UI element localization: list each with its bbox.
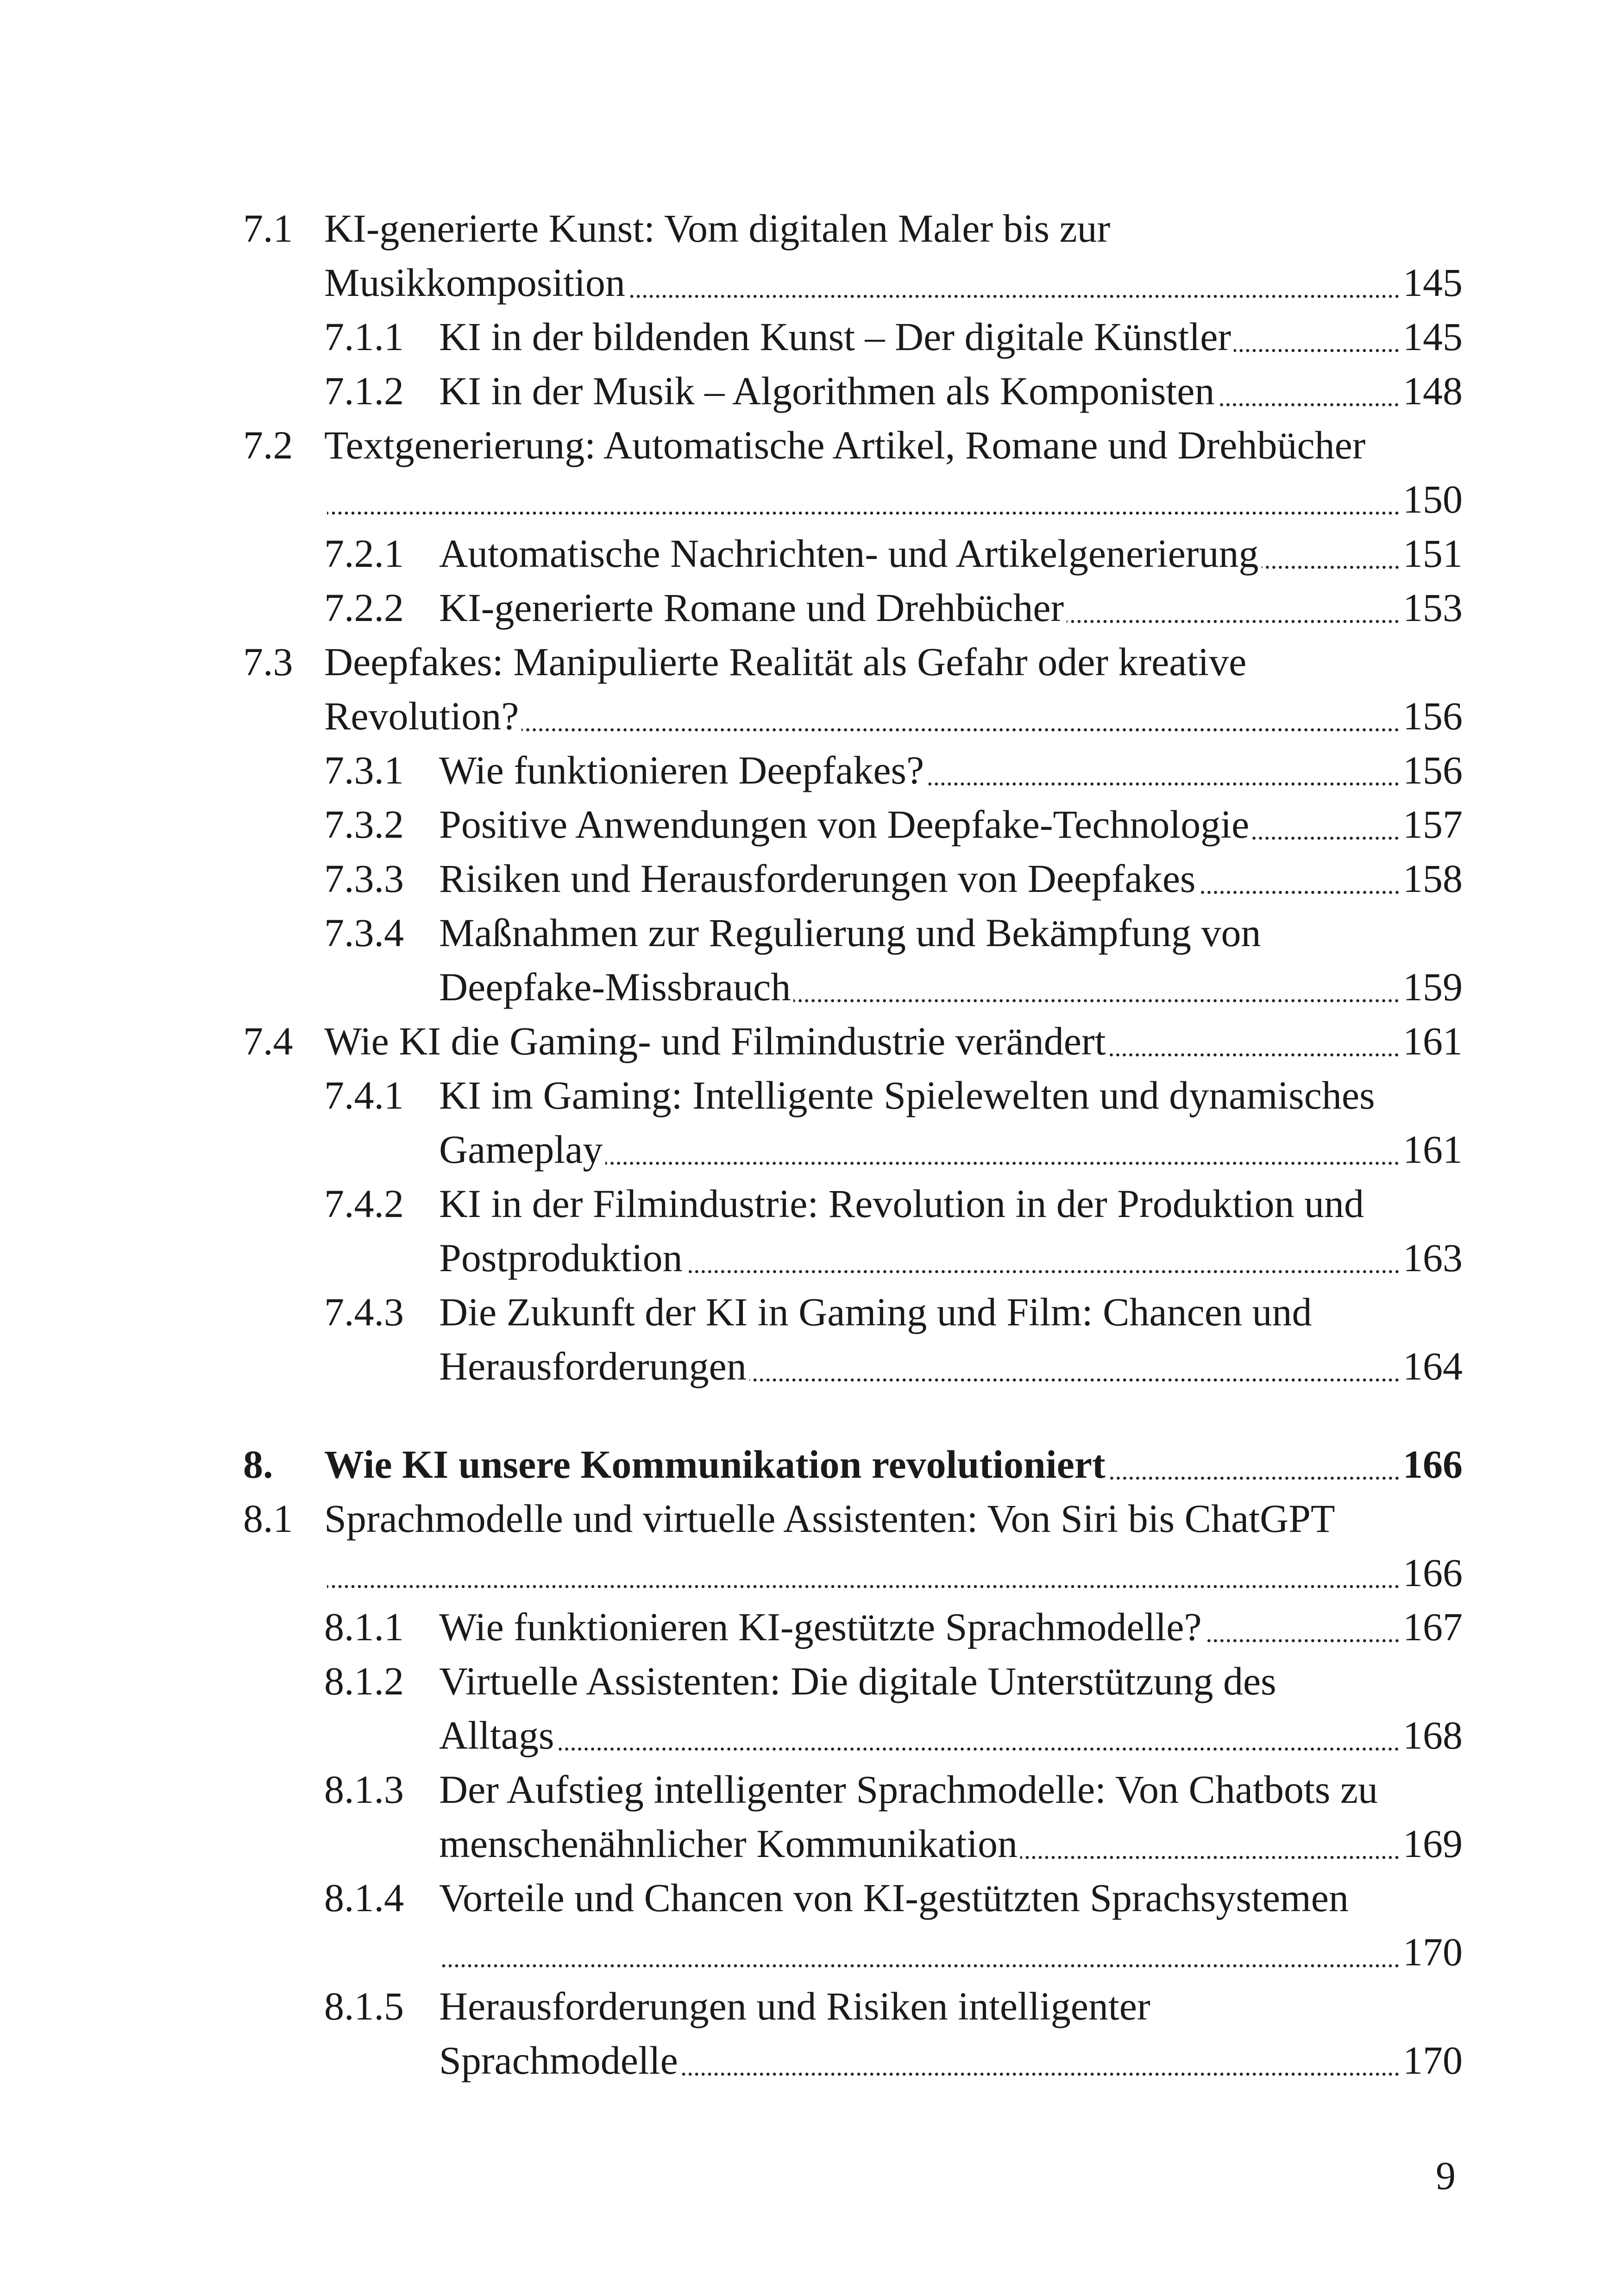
toc-entry-title: Deepfakes: Manipulierte Realität als Gefahr oder kreative [324, 640, 1247, 684]
toc-entry-page: 157 [1403, 802, 1463, 847]
toc-entry-title: Postproduktion [439, 1236, 683, 1280]
dot-leader [927, 782, 1400, 786]
toc-entry[interactable] [243, 1285, 1463, 1393]
toc-entry-number: 7.4.1 [324, 1073, 404, 1117]
toc-entry-title: Alltags [439, 1713, 554, 1757]
toc-entry-page: 166 [1403, 1550, 1463, 1595]
toc-entry-title: Sprachmodelle und virtuelle Assistenten: Von Siri bis ChatGPT [324, 1496, 1335, 1541]
toc-entry-page: 164 [1403, 1344, 1463, 1388]
toc-entry-page: 163 [1403, 1236, 1463, 1280]
dot-leader [557, 1747, 1400, 1751]
table-of-contents [243, 201, 1463, 2088]
toc-entry[interactable] [243, 1177, 1463, 1285]
toc-entry-number: 7.3.3 [324, 856, 404, 901]
toc-entry-page: 151 [1403, 531, 1463, 576]
dot-leader [442, 1964, 1400, 1968]
toc-entry-title: Textgenerierung: Automatische Artikel, Romane und Drehbücher [324, 423, 1366, 467]
toc-entry[interactable] [243, 1492, 1463, 1600]
toc-entry[interactable] [243, 1068, 1463, 1177]
toc-entry-number: 8. [243, 1442, 273, 1487]
toc-entry-page: 153 [1403, 585, 1463, 630]
dot-leader [1252, 836, 1400, 841]
toc-entry-title: Risiken und Herausforderungen von Deepfakes [439, 856, 1196, 901]
dot-leader [681, 2072, 1400, 2076]
toc-entry-number: 7.3.2 [324, 802, 404, 847]
toc-entry-number: 7.3 [243, 640, 293, 684]
dot-leader [1205, 1638, 1400, 1643]
dot-leader [1199, 890, 1401, 895]
toc-entry-title: Sprachmodelle [439, 2038, 678, 2083]
toc-entry-title: Virtuelle Assistenten: Die digitale Unterstützung des [439, 1659, 1276, 1703]
toc-entry-number: 7.2 [243, 423, 293, 467]
toc-entry-title: KI in der Filmindustrie: Revolution in der Produktion und [439, 1181, 1364, 1226]
toc-entry-page: 170 [1403, 2038, 1463, 2083]
toc-entry-number: 8.1.3 [324, 1767, 404, 1812]
toc-entry-number: 7.1.2 [324, 369, 404, 413]
toc-entry[interactable] [243, 1600, 1463, 1654]
toc-entry-number: 8.1.2 [324, 1659, 404, 1703]
toc-entry-number: 7.2.1 [324, 531, 404, 576]
toc-entry-title: Musikkomposition [324, 260, 625, 305]
toc-entry-title: Herausforderungen und Risiken intelligenter [439, 1984, 1150, 2028]
toc-entry[interactable] [243, 1437, 1463, 1492]
toc-entry-number: 7.3.1 [324, 748, 404, 792]
toc-entry[interactable] [243, 906, 1463, 1014]
toc-entry-title: KI in der bildenden Kunst – Der digitale Künstler [439, 314, 1231, 359]
toc-entry-number: 7.1.1 [324, 314, 404, 359]
toc-entry-page: 170 [1403, 1930, 1463, 1974]
dot-leader [1067, 619, 1400, 624]
toc-entry-page: 166 [1403, 1442, 1463, 1487]
toc-entry-title: KI-generierte Kunst: Vom digitalen Maler bis zur [324, 206, 1111, 251]
toc-entry-number: 8.1.5 [324, 1984, 404, 2028]
toc-entry-page: 148 [1403, 369, 1463, 413]
toc-entry[interactable] [243, 1654, 1463, 1763]
toc-entry[interactable] [243, 418, 1463, 527]
toc-entry-page: 145 [1403, 260, 1463, 305]
toc-entry[interactable] [243, 1871, 1463, 1979]
dot-leader [327, 511, 1400, 515]
toc-entry-title: KI in der Musik – Algorithmen als Komponisten [439, 369, 1215, 413]
toc-entry-title: Die Zukunft der KI in Gaming und Film: Chancen und [439, 1290, 1312, 1334]
toc-entry-page: 161 [1403, 1019, 1463, 1063]
toc-entry-number: 8.1 [243, 1496, 293, 1541]
dot-leader [749, 1378, 1400, 1382]
toc-entry-number: 7.1 [243, 206, 293, 251]
page-number: 9 [1436, 2153, 1456, 2198]
dot-leader [1020, 1855, 1400, 1860]
dot-leader [685, 1269, 1400, 1274]
dot-leader [1108, 1476, 1400, 1480]
toc-entry-page: 156 [1403, 694, 1463, 738]
toc-entry[interactable] [243, 1979, 1463, 2088]
toc-entry-page: 156 [1403, 748, 1463, 792]
toc-entry[interactable] [243, 743, 1463, 797]
toc-entry[interactable] [243, 201, 1463, 310]
toc-entry[interactable] [243, 527, 1463, 581]
toc-entry-page: 159 [1403, 965, 1463, 1009]
toc-entry-number: 7.2.2 [324, 585, 404, 630]
toc-entry-number: 7.3.4 [324, 910, 404, 955]
toc-entry[interactable] [243, 797, 1463, 852]
dot-leader [521, 728, 1400, 732]
toc-entry[interactable] [243, 1763, 1463, 1871]
dot-leader [1262, 565, 1400, 570]
toc-entry-title: Wie KI unsere Kommunikation revolutioniert [324, 1442, 1106, 1487]
dot-leader [605, 1161, 1400, 1166]
toc-entry-title: Wie funktionieren Deepfakes? [439, 748, 924, 792]
toc-entry-number: 7.4.2 [324, 1181, 404, 1226]
toc-entry[interactable] [243, 635, 1463, 743]
toc-entry-title: Der Aufstieg intelligenter Sprachmodelle: Von Chatbots zu [439, 1767, 1378, 1812]
dot-leader [327, 1584, 1400, 1589]
dot-leader [1234, 348, 1400, 353]
toc-entry[interactable] [243, 310, 1463, 364]
toc-entry[interactable] [243, 581, 1463, 635]
toc-entry-title: Positive Anwendungen von Deepfake-Technologie [439, 802, 1250, 847]
toc-entry-title: KI im Gaming: Intelligente Spielewelten und dynamisches [439, 1073, 1375, 1117]
toc-entry-title: Maßnahmen zur Regulierung und Bekämpfung von [439, 910, 1261, 955]
toc-entry-page: 167 [1403, 1605, 1463, 1649]
toc-entry-page: 145 [1403, 314, 1463, 359]
toc-entry-page: 158 [1403, 856, 1463, 901]
toc-entry-page: 150 [1403, 477, 1463, 521]
toc-entry-title: Gameplay [439, 1127, 603, 1172]
toc-entry-title: Automatische Nachrichten- und Artikelgenerierung [439, 531, 1259, 576]
toc-entry[interactable] [243, 852, 1463, 906]
toc-entry-number: 8.1.4 [324, 1876, 404, 1920]
toc-entry-number: 7.4 [243, 1019, 293, 1063]
toc-entry[interactable] [243, 364, 1463, 418]
dot-leader [1217, 402, 1400, 407]
toc-entry-title: Wie funktionieren KI-gestützte Sprachmodelle? [439, 1605, 1202, 1649]
dot-leader [628, 294, 1400, 299]
toc-entry-page: 169 [1403, 1821, 1463, 1866]
toc-entry[interactable] [243, 1014, 1463, 1068]
toc-entry-title: menschenähnlicher Kommunikation [439, 1821, 1018, 1866]
toc-entry-title: Herausforderungen [439, 1344, 747, 1388]
toc-entry-title: KI-generierte Romane und Drehbücher [439, 585, 1064, 630]
toc-entry-page: 168 [1403, 1713, 1463, 1757]
toc-entry-title: Revolution? [324, 694, 519, 738]
toc-entry-title: Deepfake-Missbrauch [439, 965, 791, 1009]
toc-entry-title: Wie KI die Gaming- und Filmindustrie verändert [324, 1019, 1106, 1063]
toc-entry-page: 161 [1403, 1127, 1463, 1172]
dot-leader [1108, 1053, 1400, 1057]
toc-entry-title: Vorteile und Chancen von KI-gestützten Sprachsystemen [439, 1876, 1349, 1920]
toc-entry-number: 8.1.1 [324, 1605, 404, 1649]
dot-leader [793, 998, 1400, 1003]
toc-entry-number: 7.4.3 [324, 1290, 404, 1334]
